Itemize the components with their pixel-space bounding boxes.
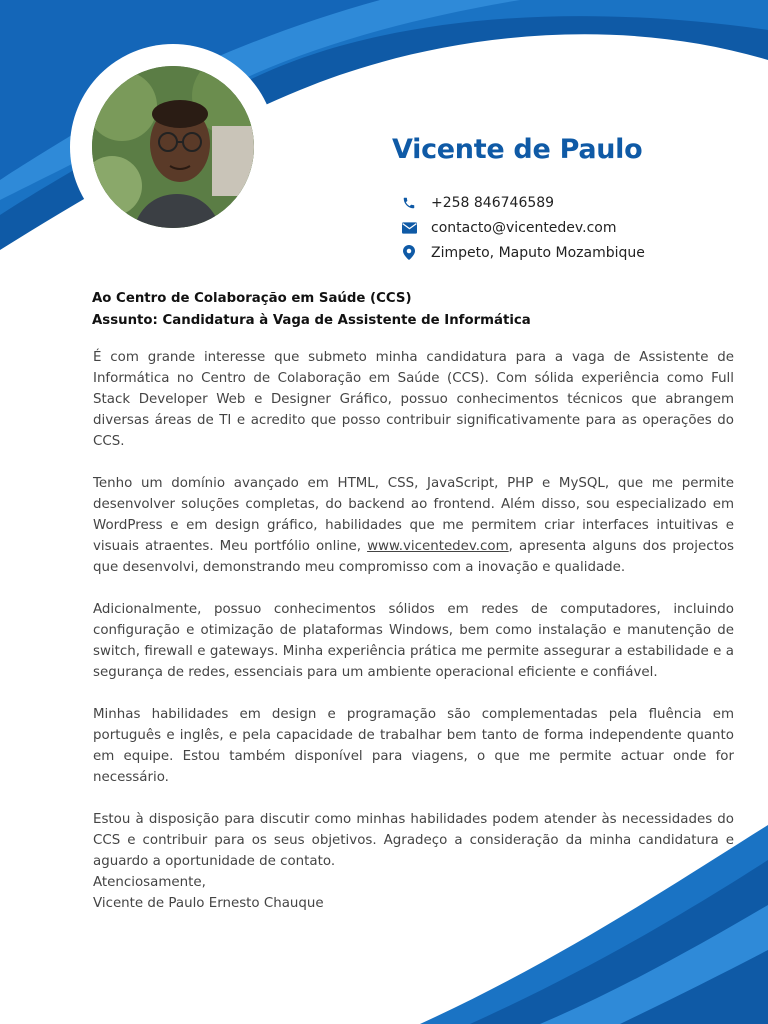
profile-photo	[88, 62, 258, 232]
paragraph-closing-text: Estou à disposição para discutir como minhas habilidades podem atender às necessidades do CCS e contribuir para os seus objetivos. Agradeço a consideração da minha candidatura e aguardo a oportunidade de contato.	[93, 812, 734, 869]
contact-email-text[interactable]: contacto@vicentedev.com	[431, 219, 617, 236]
paragraph-skills	[93, 473, 734, 578]
contact-email	[400, 215, 645, 240]
contact-location-text: Zimpeto, Maputo Mozambique	[431, 244, 645, 261]
closing-salutation: Atenciosamente,	[93, 875, 206, 890]
contact-phone	[400, 190, 645, 215]
paragraph-skills-text-a: Tenho um domínio avançado em HTML, CSS, JavaScript, PHP e MySQL, que me permite desenvolver soluções completas, do backend ao frontend. Além disso, sou especializado em WordPress e em design gráfico, habilidades que me permitem criar interfaces intuitivas e visuais atraentes. Meu portfólio online,	[93, 476, 734, 554]
subject-line: Assunto: Candidatura à Vaga de Assistente de Informática	[92, 313, 531, 328]
contact-phone-text: +258 846746589	[431, 194, 555, 211]
location-pin-icon	[400, 244, 418, 262]
paragraph-closing	[93, 809, 734, 872]
phone-icon	[400, 194, 418, 212]
paragraph-languages: Minhas habilidades em design e programação são complementadas pela fluência em português e inglês, e pela capacidade de trabalhar bem tanto de forma independente quanto em equipe. Estou também disponível para viagens, o que me permite actuar onde for necessário.	[93, 707, 734, 785]
portfolio-link[interactable]: www.vicentedev.com	[367, 539, 509, 554]
contact-list	[400, 190, 645, 265]
letter-addressee	[92, 288, 531, 332]
recipient-line: Ao Centro de Colaboração em Saúde (CCS)	[92, 291, 412, 306]
signature-name: Vicente de Paulo Ernesto Chauque	[93, 896, 324, 911]
paragraph-intro: É com grande interesse que submeto minha candidatura para a vaga de Assistente de Informática no Centro de Colaboração em Saúde (CCS). Com sólida experiência como Full Stack Developer Web e Designer Gráfico, possuo conhecimentos técnicos que abrangem diversas áreas de TI e acredito que posso contribuir significativamente para as operações do CCS.	[93, 350, 734, 449]
contact-location	[400, 240, 645, 265]
profile-photo-illustration	[92, 66, 258, 232]
paragraph-skills-text-b: , apresenta alguns dos projectos que desenvolvi, demonstrando meu compromisso com a inovação e qualidade.	[93, 539, 734, 575]
applicant-name: Vicente de Paulo	[392, 134, 643, 165]
paragraph-networking: Adicionalmente, possuo conhecimentos sólidos em redes de computadores, incluindo configuração e otimização de plataformas Windows, bem como instalação e manutenção de switch, firewall e gateways. Minha experiência prática me permite assegurar a estabilidade e a segurança de redes, essenciais para um ambiente operacional eficiente e confiável.	[93, 602, 734, 680]
letter-body	[93, 347, 734, 914]
mail-icon	[400, 219, 418, 237]
